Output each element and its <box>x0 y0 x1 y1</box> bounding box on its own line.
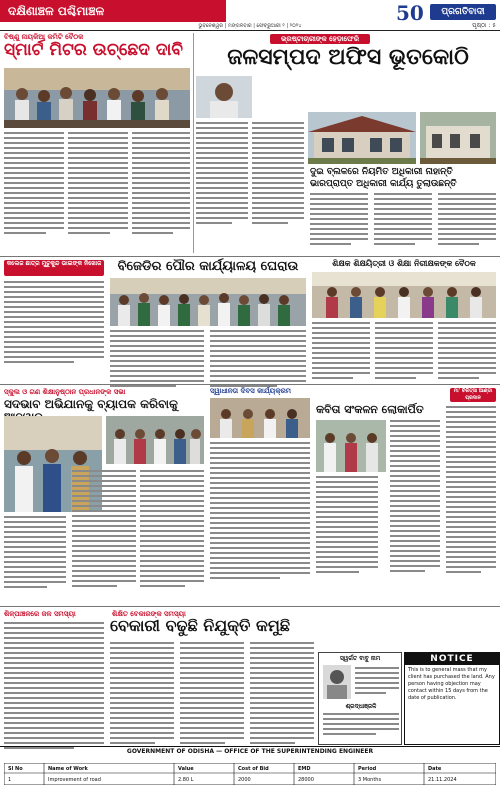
obituary-text <box>355 667 399 697</box>
water-body-col4 <box>374 193 432 248</box>
water-subhead-2: ଭାରପ୍ରାପ୍ତ ଅଧିକାରୀ କାର୍ଯ୍ୟ ତୁଲାଉଛନ୍ତି <box>310 179 457 189</box>
water-kicker: ଭ୍ରଷ୍ଟାଚାରୀଙ୍କ ହେଡ଼ାଫେରି <box>270 34 370 44</box>
group-meeting-image <box>4 68 190 128</box>
obituary-portrait <box>323 665 351 699</box>
anniversary-logo: 50 <box>396 1 424 25</box>
section-rule-2 <box>0 384 500 385</box>
building-exterior-image <box>420 112 496 164</box>
tender-row-cell: 2.80 L <box>178 777 194 783</box>
book-release-image <box>316 420 386 472</box>
relief-body-col1 <box>390 420 440 575</box>
sadbhavana-body-col2 <box>72 470 136 590</box>
relief-body-col2 <box>446 406 496 576</box>
water-headline: ଜଳସମ୍ପଦ ଅଫିସ ଭୂତକୋଠି <box>227 45 469 70</box>
smart-meter-body-col2 <box>68 132 128 237</box>
sadbhavana-photo-2 <box>106 416 204 464</box>
official-portrait-image <box>196 76 252 118</box>
tender-row-cell: 21.11.2024 <box>428 777 457 783</box>
bjd-photo <box>110 278 306 326</box>
left-bottom-kicker: ଶିଳ୍ପାଞ୍ଚଳରେ ଜଳ ସମସ୍ୟା <box>4 610 76 618</box>
masthead <box>0 0 500 30</box>
poetry-body-col1 <box>316 476 378 576</box>
sadbhavana-kicker: ସ୍କୁଲ ଓ ଗଣ ଶିକ୍ଷାନୁଷ୍ଠାନ ପ୍ରଧାନଙ୍କ ସଭା <box>4 388 126 396</box>
unemployment-body-col2 <box>180 642 244 747</box>
tender-header-cell: Date <box>428 766 442 772</box>
smart-meter-kicker: ବିଷ୍ଣୁ ନାୟକିଆ କମିଟି ବୈଠକ <box>4 33 84 41</box>
youth-kicker: କଲେଜ ଛାତ୍ର ମୁଚୁକୁନ୍ଦ ଭାଇଙ୍କ ନିଖୋଜ <box>4 260 104 276</box>
audience-image <box>106 416 204 464</box>
tender-header-cell: Name of Work <box>48 766 88 772</box>
water-office-photo <box>308 112 416 164</box>
obituary-box <box>318 652 402 745</box>
water-body-col2 <box>252 122 304 227</box>
bjd-body-col1 <box>110 330 204 390</box>
water-subhead-1: ଦୁଇ ବ୍ଲକରେ ନିୟମିତ ଅଧିକାରୀ ନାହାନ୍ତି <box>310 167 453 177</box>
office-building-image <box>308 112 416 164</box>
tender-title: GOVERNMENT OF ODISHA — OFFICE OF THE SUPERINTENDING ENGINEER <box>126 748 374 755</box>
education-body-col2 <box>375 322 433 382</box>
tender-header-cell: Period <box>358 766 377 772</box>
tender-row-cell: 3 Months <box>358 777 382 783</box>
protest-crowd-image <box>110 278 306 326</box>
tender-row-cell: Improvement of road <box>48 777 101 783</box>
unemployment-headline: ବେକାରୀ ବଢୁଛି ନିଯୁକ୍ତି କମୁଛି <box>110 616 290 635</box>
section-rule-3 <box>0 606 500 607</box>
section-title: ଦକ୍ଷିଣାଞ୍ଚଳ ପଶ୍ଚିମାଞ୍ଚଳ <box>0 0 226 22</box>
water-body-col3 <box>310 193 368 248</box>
meeting-kicker: ସ୍ୱାଧୀନତା ଦିବସ କାର୍ଯ୍ୟକ୍ରମ <box>210 387 292 395</box>
education-body-col1 <box>312 322 370 382</box>
water-site-photo <box>420 112 496 164</box>
obituary-title: ସ୍ୱର୍ଗତ ବାବୁ ନାମ <box>339 655 381 662</box>
obituary-footer <box>323 713 399 738</box>
obituary-name: ଶ୍ରଦ୍ଧାଞ୍ଜଳି <box>345 703 377 710</box>
poetry-headline: କବିତା ସଂକଳନ ଲୋକାର୍ପିତ <box>316 403 424 416</box>
tender-row-cell: 1 <box>8 777 12 783</box>
bjd-headline: ବିଜେଡିର ପୌର କାର୍ଯ୍ୟାଳୟ ଘେରାଉ <box>117 259 299 274</box>
water-body-col5 <box>438 193 496 248</box>
tender-row-cell: 2000 <box>238 777 251 783</box>
youth-body <box>4 281 104 366</box>
smart-meter-body-col1 <box>4 132 64 237</box>
education-body-col3 <box>438 322 496 382</box>
section-rule <box>0 256 500 257</box>
meeting-body <box>210 442 310 582</box>
tender-notice <box>0 746 500 788</box>
education-kicker: ଶିକ୍ଷକ ଶିକ୍ଷୟିତ୍ରୀ ଓ ଶିକ୍ଷା ନିରୀକ୍ଷକଙ୍କ ବୈଠକ <box>332 259 476 268</box>
water-body-col1 <box>196 122 248 227</box>
tender-table <box>4 763 496 785</box>
left-bottom-body <box>4 622 104 752</box>
tender-header-cell: Value <box>178 766 194 772</box>
unemployment-body-col3 <box>250 642 314 747</box>
tender-header-cell: Cost of Bid <box>238 766 269 772</box>
sadbhavana-body-col3 <box>140 470 204 590</box>
brand-logo: ପ୍ରଗତିବାଦୀ <box>430 4 496 20</box>
education-photo <box>312 272 496 318</box>
dateline: ଭୁବନେଶ୍ୱର | ମଙ୍ଗଳବାର | ଫେବ୍ରୁଆରୀ ୨ | ୨୦୨୪ <box>198 23 302 29</box>
page-number: ପୃଷ୍ଠା : ୫ <box>472 22 496 29</box>
relief-kicker: ମା' ଚିକିତ୍ସା ଆଣ୍ଡା ପ୍ରଦାନ <box>450 388 496 402</box>
smart-meter-photo <box>4 68 190 128</box>
column-rule <box>193 33 194 253</box>
water-inset-photo <box>196 76 252 118</box>
bjd-body-col2 <box>210 330 306 390</box>
teachers-meeting-image <box>312 272 496 318</box>
tender-header-cell: EMD <box>298 766 311 772</box>
meeting-photo <box>210 398 310 438</box>
smart-meter-headline: ସ୍ମାର୍ଟ ମିଟର ଉଚ୍ଛେଦ ଦାବି <box>4 40 183 60</box>
masthead-rule <box>0 30 500 31</box>
unemployment-kicker: ଶିକ୍ଷିତ ବେକାରଙ୍କ ସମସ୍ୟା <box>112 610 186 618</box>
portrait-image <box>323 665 351 699</box>
tender-header-cell: Sl No <box>8 766 23 772</box>
tender-row-cell: 28000 <box>298 777 314 783</box>
sadbhavana-headline: ସଦଭାବ ଅଭିଯାନକୁ ବ୍ୟାପକ କରିବାକୁ <box>4 397 178 411</box>
notice-body: This is to general mass that my client has purchased the land. Any person having objection may contact within 15 days from the date of publication. <box>408 667 495 701</box>
unemployment-body-col1 <box>110 642 174 747</box>
sadbhavana-body-col1 <box>4 516 66 591</box>
meeting-hall-image <box>210 398 310 438</box>
poetry-photo <box>316 420 386 472</box>
notice-title: NOTICE <box>405 653 499 665</box>
smart-meter-body-col3 <box>132 132 190 237</box>
notice-box <box>404 652 500 745</box>
